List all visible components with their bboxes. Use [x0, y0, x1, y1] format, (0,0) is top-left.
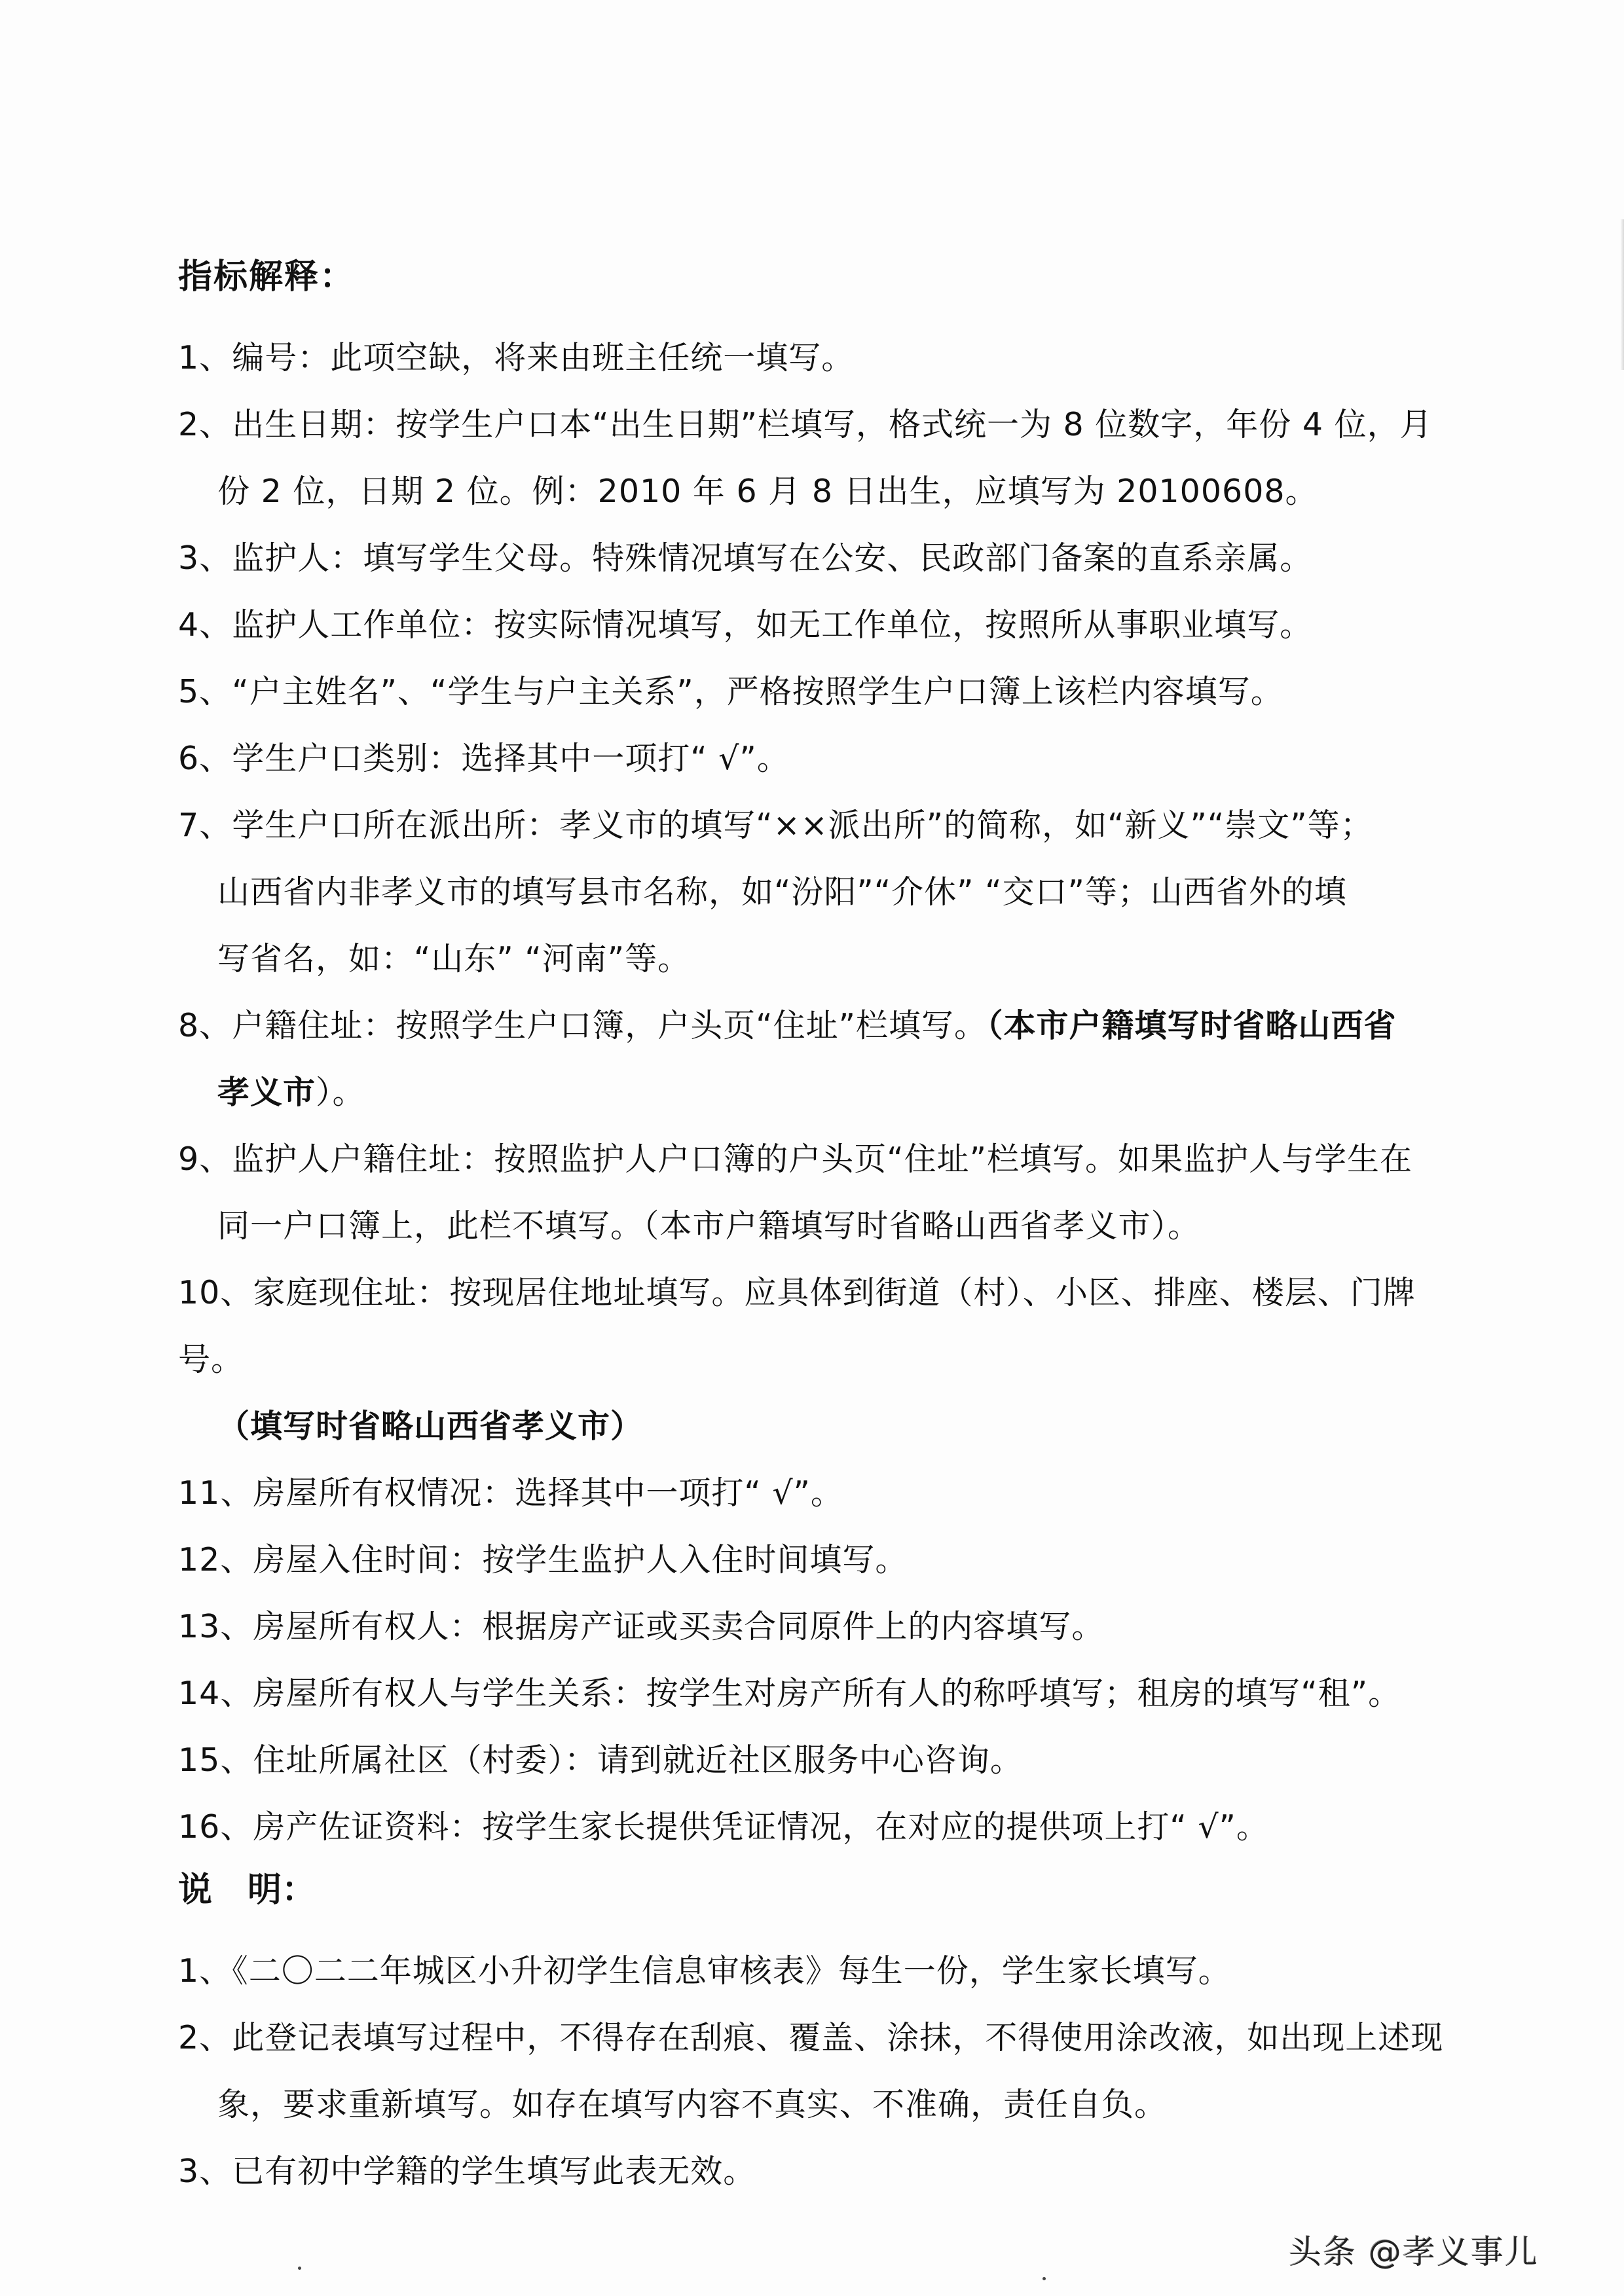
item-text: 房屋所有权情况：选择其中一项打“ √”。	[253, 1474, 843, 1512]
list-item-13	[178, 1594, 1475, 1660]
item-number: 16、	[178, 1808, 253, 1846]
scan-speck	[298, 2267, 301, 2270]
list-item-11	[178, 1460, 1475, 1527]
item-number: 8、	[178, 1007, 232, 1044]
item-text-continued: 写省名，如：“山东” “河南”等。	[217, 940, 691, 977]
item-text-continued	[178, 1059, 1475, 1126]
list-item-6	[178, 725, 1475, 792]
item-note-bold: （填写时省略山西省孝义市）	[217, 1408, 644, 1445]
item-number: 12、	[178, 1541, 253, 1578]
item-text-continued: 同一户口簿上，此栏不填写。（本市户籍填写时省略山西省孝义市）。	[217, 1207, 1201, 1245]
scan-edge-artifact	[1620, 219, 1624, 370]
list-item-7	[178, 792, 1475, 993]
list-item-16	[178, 1794, 1475, 1861]
item-text: 学生户口所在派出所：孝义市的填写“××派出所”的简称，如“新义”“崇文”等；	[232, 807, 1373, 844]
list-item-1	[178, 325, 1475, 392]
list-item-5	[178, 659, 1475, 725]
item-number: 9、	[178, 1140, 232, 1178]
list-item-4	[178, 592, 1475, 659]
item-number: 13、	[178, 1608, 253, 1645]
item-number: 2、	[178, 406, 232, 443]
item-text: 房屋所有权人与学生关系：按学生对房产所有人的称呼填写；租房的填写“租”。	[253, 1675, 1401, 1712]
scan-speck	[1043, 2277, 1046, 2280]
item-text-continued: 象，要求重新填写。如存在填写内容不真实、不准确，责任自负。	[217, 2086, 1168, 2123]
item-note-bold: 孝义市	[217, 1074, 316, 1111]
item-text: 房屋入住时间：按学生监护人入住时间填写。	[253, 1541, 908, 1578]
section-heading-indicator-explanation: 指标解释：	[178, 257, 356, 297]
list-item-10	[178, 1260, 1475, 1460]
list-item-8	[178, 993, 1475, 1126]
document-body	[178, 254, 1475, 2205]
item-number: 3、	[178, 2153, 232, 2190]
item-text: 房屋所有权人：根据房产证或买卖合同原件上的内容填写。	[253, 1608, 1105, 1645]
item-text-continued: 份 2 位，日期 2 位。例：2010 年 6 月 8 日出生，应填写为 20100608。	[217, 473, 1318, 510]
item-text-continued: 山西省内非孝义市的填写县市名称，如“汾阳”“介休” “交口”等；山西省外的填	[217, 873, 1347, 911]
item-number: 11、	[178, 1474, 253, 1512]
item-note-bold: （本市户籍填写时省略山西省	[986, 1007, 1397, 1044]
item-text: 《二〇二二年城区小升初学生信息审核表》每生一份，学生家长填写。	[232, 1952, 1231, 1990]
item-text: 监护人工作单位：按实际情况填写，如无工作单位，按照所从事职业填写。	[232, 606, 1313, 644]
item-number: 6、	[178, 740, 232, 777]
item-text: 此登记表填写过程中，不得存在刮痕、覆盖、涂抹，不得使用涂改液，如出现上述现	[232, 2019, 1444, 2056]
note-item-2	[178, 2005, 1475, 2138]
section-heading-notes	[178, 1867, 1475, 1913]
item-text: 户籍住址：按照学生户口簿，户头页“住址”栏填写。	[232, 1007, 987, 1044]
item-number: 1、	[178, 1952, 232, 1990]
item-number: 1、	[178, 339, 232, 376]
list-item-9	[178, 1126, 1475, 1260]
list-item-14	[178, 1660, 1475, 1727]
watermark: 头条 @孝义事儿	[1289, 2233, 1539, 2271]
item-number: 14、	[178, 1675, 253, 1712]
list-item-15	[178, 1727, 1475, 1794]
item-text: 出生日期：按学生户口本“出生日期”栏填写，格式统一为 8 位数字，年份 4 位，月	[232, 406, 1433, 443]
item-text: 学生户口类别：选择其中一项打“ √”。	[232, 740, 790, 777]
item-text: 监护人户籍住址：按照监护人户口簿的户头页“住址”栏填写。如果监护人与学生在	[232, 1140, 1412, 1178]
item-number: 3、	[178, 539, 232, 577]
item-text: 已有初中学籍的学生填写此表无效。	[232, 2153, 756, 2190]
item-number: 4、	[178, 606, 232, 644]
note-item-1	[178, 1938, 1475, 2005]
list-item-12	[178, 1527, 1475, 1594]
item-note-tail: ）。	[316, 1074, 365, 1111]
heading-part: 明：	[248, 1870, 316, 1910]
item-text: 住址所属社区（村委）：请到就近社区服务中心咨询。	[253, 1741, 1023, 1779]
item-number: 5、	[178, 673, 232, 710]
item-text: 家庭现住址：按现居住地址填写。应具体到街道（村）、小区、排座、楼层、门牌号。	[178, 1274, 1416, 1378]
item-text: 监护人：填写学生父母。特殊情况填写在公安、民政部门备案的直系亲属。	[232, 539, 1313, 577]
item-text: 房产佐证资料：按学生家长提供凭证情况，在对应的提供项上打“ √”。	[253, 1808, 1269, 1846]
item-number: 10、	[178, 1274, 253, 1311]
note-item-3	[178, 2138, 1475, 2205]
list-item-3	[178, 525, 1475, 592]
item-number: 15、	[178, 1741, 253, 1779]
item-number: 7、	[178, 807, 232, 844]
item-text: 编号：此项空缺，将来由班主任统一填写。	[232, 339, 855, 376]
item-number: 2、	[178, 2019, 232, 2056]
item-text: “户主姓名”、“学生与户主关系”，严格按照学生户口簿上该栏内容填写。	[232, 673, 1283, 710]
list-item-2	[178, 392, 1475, 525]
heading-part: 说	[178, 1870, 213, 1910]
